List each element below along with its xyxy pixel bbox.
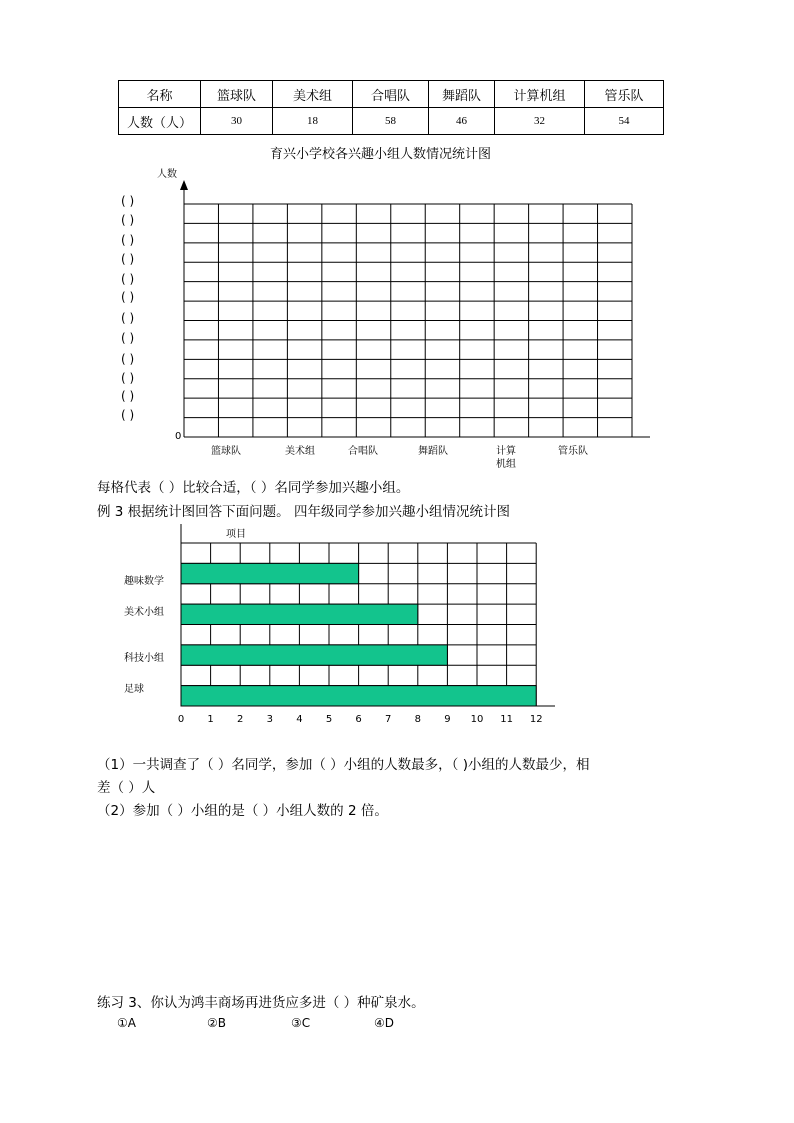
x-tick-label: 6 bbox=[355, 714, 362, 725]
table-header-cell: 名称 bbox=[119, 81, 201, 108]
bar-category-label: 美术小组 bbox=[124, 607, 164, 618]
bar bbox=[181, 604, 418, 624]
option-c[interactable]: ③C bbox=[291, 1016, 311, 1030]
x-tick-label: 7 bbox=[385, 714, 392, 725]
bar-category-label: 科技小组 bbox=[124, 653, 164, 664]
bar-category-label: 趣味数学 bbox=[124, 576, 164, 587]
bar bbox=[181, 645, 447, 665]
x-tick-label: 12 bbox=[529, 714, 543, 725]
x-tick-label: 4 bbox=[296, 714, 303, 725]
table-cell: 54 bbox=[585, 108, 664, 135]
chart1-title: 育兴小学校各兴趣小组人数情况统计图 bbox=[270, 147, 492, 162]
bar-category-label: 足球 bbox=[124, 684, 144, 695]
y-blank-label: ( ) bbox=[121, 290, 135, 304]
table-cell: 46 bbox=[429, 108, 495, 135]
x-tick-label: 3 bbox=[266, 714, 273, 725]
chart1-y-arrow-icon bbox=[180, 180, 188, 190]
bar bbox=[181, 563, 359, 583]
bar-chart bbox=[0, 520, 794, 750]
x-tick-label: 0 bbox=[177, 714, 185, 725]
option-b[interactable]: ②B bbox=[207, 1016, 226, 1030]
question-2-line-1: （1）一共调查了（ ）名同学，参加（ ）小组的人数最多，（ )小组的人数最少，相 bbox=[97, 757, 590, 773]
option-d[interactable]: ④D bbox=[374, 1016, 394, 1030]
question-1: 每格代表（ ）比较合适，（ ）名同学参加兴趣小组。 bbox=[97, 480, 410, 496]
x-category-label: 合唱队 bbox=[348, 446, 378, 457]
option-a[interactable]: ①A bbox=[117, 1016, 136, 1030]
x-category-label: 机组 bbox=[496, 459, 516, 470]
y-blank-label: ( ) bbox=[121, 331, 135, 345]
table-row-label: 人数（人） bbox=[119, 108, 201, 135]
bar bbox=[181, 686, 536, 706]
chart1-ylabel: 人数 bbox=[157, 169, 177, 180]
table-header-cell: 舞蹈队 bbox=[429, 81, 495, 108]
question-2-part-2: （2）参加（ ）小组的是（ ）小组人数的 2 倍。 bbox=[97, 803, 388, 819]
table-header-cell: 篮球队 bbox=[201, 81, 273, 108]
table-header-cell: 合唱队 bbox=[353, 81, 429, 108]
x-category-label: 舞蹈队 bbox=[418, 446, 448, 457]
x-category-label: 管乐队 bbox=[558, 446, 588, 457]
y-blank-label: ( ) bbox=[121, 389, 135, 403]
y-blank-label: ( ) bbox=[121, 213, 135, 227]
table-header-cell: 美术组 bbox=[273, 81, 353, 108]
x-tick-label: 11 bbox=[500, 714, 513, 725]
y-blank-label: ( ) bbox=[121, 311, 135, 325]
table-cell: 58 bbox=[353, 108, 429, 135]
x-tick-label: 1 bbox=[207, 714, 214, 725]
y-blank-label: ( ) bbox=[121, 272, 135, 286]
practice-3: 练习 3、你认为鸿丰商场再进货应多进（ ）种矿泉水。 bbox=[97, 995, 425, 1011]
chart2-ylabel: 项目 bbox=[226, 529, 246, 540]
x-category-label: 计算 bbox=[496, 446, 516, 457]
table-cell: 32 bbox=[495, 108, 585, 135]
table-header-cell: 管乐队 bbox=[585, 81, 664, 108]
y-blank-label: ( ) bbox=[121, 233, 135, 247]
x-tick-label: 2 bbox=[237, 714, 244, 725]
example-3-heading: 例 3 根据统计图回答下面问题。 四年级同学参加兴趣小组情况统计图 bbox=[97, 504, 510, 520]
x-category-label: 美术组 bbox=[285, 446, 315, 457]
y-blank-label: ( ) bbox=[121, 371, 135, 385]
x-category-label: 篮球队 bbox=[211, 446, 241, 457]
x-tick-label: 10 bbox=[470, 714, 484, 725]
y-blank-label: ( ) bbox=[121, 194, 135, 208]
x-tick-label: 9 bbox=[444, 714, 451, 725]
y-blank-label: ( ) bbox=[121, 252, 135, 266]
y-blank-label: ( ) bbox=[121, 408, 135, 422]
y-blank-label: ( ) bbox=[121, 352, 135, 366]
chart1-grid bbox=[0, 0, 794, 480]
question-2-line-2: 差（ ）人 bbox=[97, 780, 156, 796]
table-header-cell: 计算机组 bbox=[495, 81, 585, 108]
x-tick-label: 5 bbox=[325, 714, 333, 725]
table-cell: 18 bbox=[273, 108, 353, 135]
x-tick-label: 8 bbox=[414, 714, 421, 725]
chart1-origin: 0 bbox=[175, 431, 182, 442]
table-cell: 30 bbox=[201, 108, 273, 135]
